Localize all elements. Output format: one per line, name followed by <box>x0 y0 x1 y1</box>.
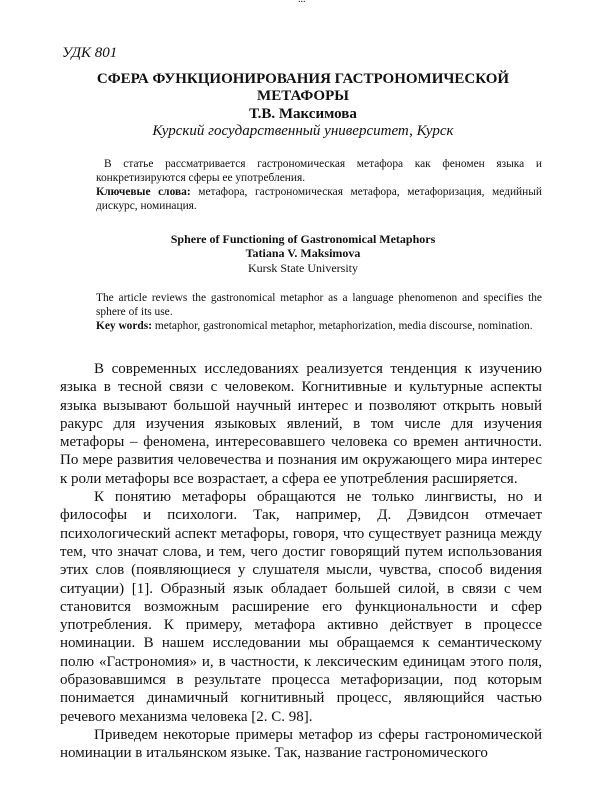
english-title: Sphere of Functioning of Gastronomical Metaphors <box>170 232 436 246</box>
keywords-en-list: metaphor, gastronomical metaphor, metaphorization, media discourse, nomination. <box>152 320 533 332</box>
body-text <box>60 360 542 763</box>
english-author: Tatiana V. Maksimova <box>245 246 361 260</box>
keywords-en-label: Key words: <box>96 320 152 332</box>
body-paragraph: К понятию метафоры обращаются не только лингвисты, но и философы и психологи. Так, например, Д. Дэвидсон отмечает психологический аспект метафоры, говоря, что существует разница между тем, что значат слова, и тем, чего достиг говорящий путем использования этих слов (появляющиеся у слушателя мысли, чувства, способ видения ситуации) [1]. Образный язык обладает большей силой, в связи с чем становится возможным расширение его функциональности и сфер употребления. К примеру, метафора активно действует в процессе номинации. В нашем исследовании мы обращаемся к семантическому полю «Гастрономия» и, в частности, к лексическим единицам этого поля, образовавшимся в результате процесса метафоризации, под которым понимается динамичный когнитивный процесс, являющийся частью речевого механизма человека [2. С. 98]. <box>60 489 542 725</box>
keywords-en <box>96 319 542 333</box>
abstract-ru <box>96 157 542 213</box>
body-paragraph: Приведем некоторые примеры метафор из сферы гастрономической номинации в итальянском языке. Так, название гастрономического <box>60 726 542 762</box>
author-name: Т.В. Максимова <box>249 106 357 122</box>
body-paragraph: В современных исследованиях реализуется тенденция к изучению языка в тесной связи с человеком. Когнитивные и культурные аспекты языка вызывают большой научный интерес и позволяют открыть новый ракурс для изучения языковых явлений, в том числе для изучения метафоры – феномена, интересовавшего человека со времен античности. По мере развития человечества и познания им окружающего мира интерес к роли метафоры все возрастает, а сфера ее употребления расширяется. <box>60 361 542 487</box>
udk-code: УДК 801 <box>62 45 118 61</box>
paper-title: СФЕРА ФУНКЦИОНИРОВАНИЯ ГАСТРОНОМИЧЕСКОЙ МЕТАФОРЫ <box>96 71 510 104</box>
author-affiliation: Курский государственный университет, Курск <box>152 123 454 139</box>
keywords-ru-list: метафора, гастрономическая метафора, метафоризация, медийный дискурс, номинация. <box>96 186 542 212</box>
abstract-en <box>96 291 542 333</box>
keywords-ru-label: Ключевые слова: <box>96 186 191 198</box>
abstract-ru-text: В статье рассматривается гастрономическая метафора как феномен языка и конкретизируются сферы ее употребления. <box>96 158 542 184</box>
page-top-mark <box>298 0 306 5</box>
keywords-ru <box>96 185 542 213</box>
abstract-en-text: The article reviews the gastronomical metaphor as a language phenomenon and specifies the sphere of its use. <box>96 292 542 318</box>
english-affiliation: Kursk State University <box>248 261 358 275</box>
